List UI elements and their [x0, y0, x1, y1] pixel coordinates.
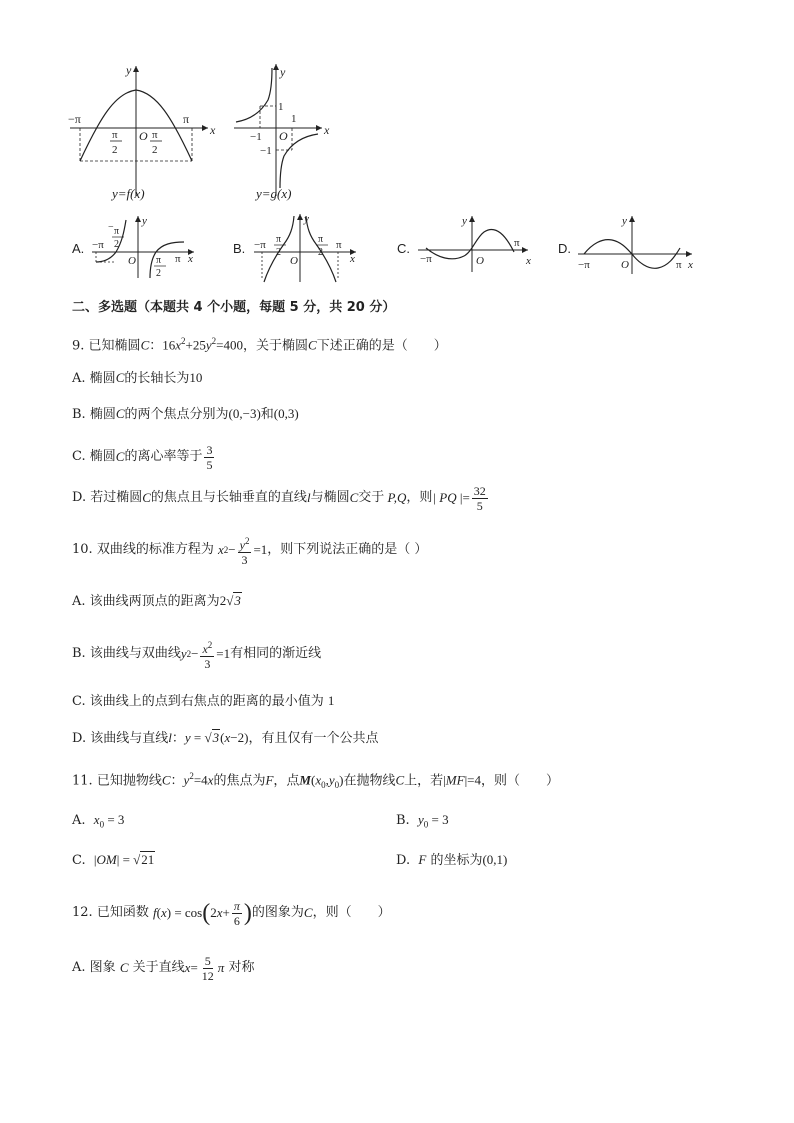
q11-option-b[interactable]: B. $y_0 = 3$	[396, 812, 449, 830]
svg-text:2: 2	[152, 144, 158, 156]
f-pi: π	[183, 112, 190, 126]
svg-text:O: O	[476, 255, 484, 267]
svg-text:1: 1	[278, 101, 284, 113]
q10-option-d[interactable]: D. 该曲线与直线l：y = √3(x−2)，有且仅有一个公共点	[72, 730, 379, 746]
svg-text:π: π	[156, 255, 162, 266]
q9-stem: 9. 已知椭圆C：$16x^2+25y^2=400$，关于椭圆C下述正确的是（ ）	[72, 336, 447, 354]
option-a-graph[interactable]	[88, 212, 203, 282]
option-b-graph[interactable]	[250, 210, 365, 285]
svg-text:O: O	[621, 259, 629, 271]
svg-text:y: y	[280, 65, 286, 79]
q11-option-a[interactable]: A. $x_0 = 3$	[72, 812, 125, 830]
svg-text:π: π	[514, 237, 520, 249]
g-caption: y=g(x)	[256, 186, 292, 201]
q9-option-a[interactable]: A. 椭圆C的长轴长为10	[72, 370, 203, 386]
f-caption: y=f(x)	[112, 186, 145, 201]
svg-text:−π: −π	[420, 253, 432, 265]
svg-text:O: O	[139, 129, 148, 143]
svg-text:π: π	[336, 239, 342, 251]
svg-text:y: y	[622, 215, 627, 227]
svg-text:π: π	[676, 259, 682, 271]
svg-text:y: y	[462, 215, 467, 227]
option-a-label[interactable]: A.	[72, 241, 85, 256]
svg-text:2: 2	[114, 239, 119, 250]
svg-text:O: O	[128, 255, 136, 267]
svg-text:π: π	[112, 129, 118, 141]
svg-text:−π: −π	[254, 239, 266, 251]
q10-option-a[interactable]: A. 该曲线两顶点的距离为2√3	[72, 593, 241, 609]
q12-stem: 12. 已知函数 f ( x ) = cos ( 2 x + $\frac{\pi}{6}$ ) 的图象为 C ，则（ ）	[72, 898, 391, 928]
q9-option-d[interactable]: D. 若过椭圆 C 的焦点且与长轴垂直的直线 l 与椭圆 C 交于 P,Q ，则 | PQ |= $\frac{32}{5}$	[72, 483, 486, 513]
svg-text:−π: −π	[578, 259, 590, 271]
graph-g	[228, 58, 338, 208]
svg-text:−1: −1	[260, 145, 272, 157]
svg-text:x: x	[188, 253, 193, 265]
q10-stem: 10. 双曲线的标准方程为 x 2 − $\frac{y^2}{3}$ =1 ，则下列说法正确的是（ ）	[72, 535, 428, 567]
svg-text:π: π	[318, 234, 324, 245]
option-b-label[interactable]: B.	[233, 241, 246, 256]
option-c-graph[interactable]	[414, 212, 539, 274]
svg-text:π: π	[175, 253, 181, 265]
q11-stem: 11. 已知抛物线C：$y^2=4x$的焦点为F，点$M(x_0,y_0)$在抛物线C上，若|MF|=4，则（ ）	[72, 771, 560, 790]
svg-text:x: x	[688, 259, 693, 271]
svg-text:x: x	[210, 123, 216, 137]
svg-text:y: y	[304, 213, 309, 225]
svg-text:−1: −1	[250, 131, 262, 143]
option-d-label[interactable]: D.	[558, 241, 571, 256]
svg-text:π: π	[276, 234, 282, 245]
graph-f	[60, 58, 220, 208]
svg-text:π: π	[114, 226, 120, 237]
svg-text:−π: −π	[92, 239, 104, 251]
svg-text:O: O	[279, 129, 288, 143]
q9-option-b[interactable]: B. 椭圆C的两个焦点分别为(0,−3)和(0,3)	[72, 406, 299, 422]
option-c-label[interactable]: C.	[397, 241, 410, 256]
svg-text:2: 2	[156, 268, 161, 279]
svg-text:O: O	[290, 255, 298, 267]
svg-text:π: π	[152, 129, 158, 141]
option-d-graph[interactable]	[574, 212, 702, 277]
q11-option-c[interactable]: C. |OM| = √21	[72, 852, 155, 868]
svg-text:x: x	[324, 123, 330, 137]
svg-text:2: 2	[112, 144, 118, 156]
q10-option-b[interactable]: B. 该曲线与双曲线 y 2 − $\frac{x^2}{3}$ =1 有相同的渐近线	[72, 639, 322, 671]
f-neg-pi: −π	[68, 112, 81, 126]
q11-option-d[interactable]: D. F 的坐标为(0,1)	[396, 852, 508, 868]
svg-text:2: 2	[318, 247, 323, 258]
svg-text:1: 1	[291, 113, 297, 125]
svg-text:2: 2	[276, 247, 281, 258]
q9-option-c[interactable]: C. 椭圆 C 的离心率等于 $\frac{3}{5}$	[72, 442, 213, 472]
section-title: 二、多选题（本题共 4 个小题，每题 5 分，共 20 分）	[72, 300, 396, 315]
svg-text:y: y	[142, 215, 147, 227]
svg-text:−: −	[108, 222, 114, 233]
svg-text:x: x	[526, 255, 531, 267]
svg-text:y: y	[126, 63, 132, 77]
q10-option-c[interactable]: C. 该曲线上的点到右焦点的距离的最小值为 1	[72, 693, 335, 709]
svg-text:x: x	[350, 253, 355, 265]
q12-option-a[interactable]: A. 图象 C 关于直线 x = $\frac{5}{12}$ π 对称	[72, 953, 255, 983]
